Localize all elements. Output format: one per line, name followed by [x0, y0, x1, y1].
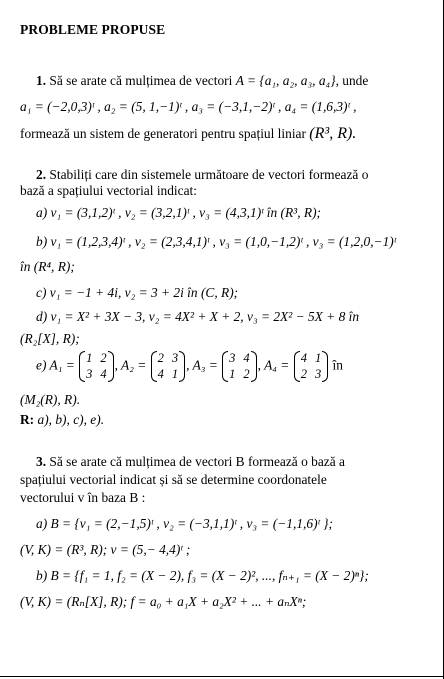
matrix-a4 — [294, 351, 329, 382]
answer-text: a), b), c), e). — [37, 412, 105, 427]
page-border-bottom — [0, 676, 444, 677]
problem-2-number: 2. — [36, 167, 47, 182]
problem-3-item-b: b) B = {f₁ = 1, f₂ = (X − 2), f₃ = (X − 2)², ..., fₙ₊₁ = (X − 2)ⁿ}; — [36, 568, 369, 583]
problem-2-item-d-space: (R₂[X], R); — [20, 331, 80, 346]
answer-label: R: — [20, 412, 35, 427]
matrix-a2 — [151, 351, 186, 382]
problem-3-number: 3. — [36, 454, 47, 469]
problem-1-intro-text: Să se arate că mulțimea de vectori — [49, 73, 233, 88]
matrix-cell: 3 — [229, 351, 236, 365]
problem-1-intro — [36, 73, 368, 89]
matrix-cell: 3 — [171, 351, 179, 365]
problem-2-item-b-space: în (R⁴, R); — [20, 259, 75, 274]
matrix-cell: 1 — [229, 366, 236, 381]
problem-3-item-a: a) B = {v₁ = (2,−1,5)ᵗ , v₂ = (−3,1,1)ᵗ , v₃ = (−1,1,6)ᵗ }; — [36, 516, 333, 531]
problem-3-item-b-space: (V, K) = (Rₙ[X], R); f = a₀ + a₁X + a₂X² + ... + aₙXⁿ; — [20, 594, 307, 609]
problem-1-vectors: a₁ = (−2,0,3)ᵗ , a₂ = (5, 1,−1)ᵗ , a₃ = (−3,1,−2)ᵗ , a₄ = (1,6,3)ᵗ , — [20, 99, 357, 114]
problem-2-item-e-space: (M₂(R), R). — [20, 392, 81, 407]
problem-2-item-e-in: în — [332, 357, 343, 373]
problem-2-item-e-label: e) — [36, 357, 47, 373]
problem-1-conclusion — [20, 125, 356, 144]
problem-3-intro-text: Să se arate că mulțimea de vectori B formează o bază a — [49, 454, 345, 469]
matrix-a3 — [222, 351, 257, 382]
matrix-cell: 2 — [157, 351, 164, 365]
matrix-cell: 4 — [300, 351, 307, 365]
matrix-cell: 2 — [300, 366, 307, 381]
problem-1-unde: , unde — [335, 73, 369, 88]
matrix-a1 — [79, 351, 114, 382]
matrix-cell: 4 — [157, 366, 164, 381]
matrix-cell: 1 — [314, 351, 322, 365]
problem-2-intro-line-1 — [36, 167, 368, 183]
problem-2-intro-line-2: bază a spațiului vectorial indicat: — [20, 183, 197, 198]
problem-2-item-e — [36, 351, 343, 382]
matrix-a3-label: , A₃ = — [186, 357, 218, 373]
problem-3-intro-line-3: vectorului v în baza B : — [20, 490, 146, 505]
matrix-cell: 4 — [100, 366, 107, 381]
page-title: PROBLEME PROPUSE — [20, 22, 166, 37]
matrix-cell: 2 — [243, 366, 250, 381]
matrix-a1-label: A₁ = — [49, 357, 75, 373]
matrix-cell: 1 — [86, 351, 93, 365]
matrix-cell: 3 — [86, 366, 93, 381]
problem-1-conclusion-text: formează un sistem de generatori pentru spațiul liniar — [20, 126, 306, 141]
matrix-cell: 1 — [171, 366, 179, 381]
matrix-cell: 4 — [243, 351, 250, 365]
problem-2-intro-text: Stabiliți care din sistemele următoare de vectori formează o — [49, 167, 369, 182]
problem-2-item-c: c) v₁ = −1 + 4i, v₂ = 3 + 2i în (C, R); — [36, 285, 239, 300]
problem-2-item-b: b) v₁ = (1,2,3,4)ᵗ , v₂ = (2,3,4,1)ᵗ , v₃ = (1,0,−1,2)ᵗ , v₃ = (1,2,0,−1)ᵗ — [36, 234, 396, 249]
matrix-cell: 2 — [100, 351, 107, 365]
problem-1-set: A = {a₁, a₂, a₃, a₄} — [235, 73, 336, 88]
problem-2-item-d: d) v₁ = X² + 3X − 3, v₂ = 4X² + X + 2, v₃ = 2X² − 5X + 8 în — [36, 309, 360, 324]
matrix-a4-label: , A₄ = — [257, 357, 290, 373]
problem-2-item-a: a) v₁ = (3,1,2)ᵗ , v₂ = (3,2,1)ᵗ , v₃ = (4,3,1)ᵗ în (R³, R); — [36, 205, 321, 220]
problem-1-number: 1. — [36, 73, 47, 88]
problem-2-answer — [20, 412, 104, 428]
matrix-cell: 3 — [314, 366, 322, 381]
matrix-a2-label: , A₂ = — [114, 357, 147, 373]
problem-3-item-a-space: (V, K) = (R³, R); v = (5,− 4,4)ᵗ ; — [20, 542, 191, 557]
problem-3-intro-line-1 — [36, 454, 345, 470]
problem-1-space: (R³, R). — [309, 125, 357, 142]
problem-3-intro-line-2: spațiului vectorial indicat și să se determine coordonatele — [20, 472, 327, 487]
